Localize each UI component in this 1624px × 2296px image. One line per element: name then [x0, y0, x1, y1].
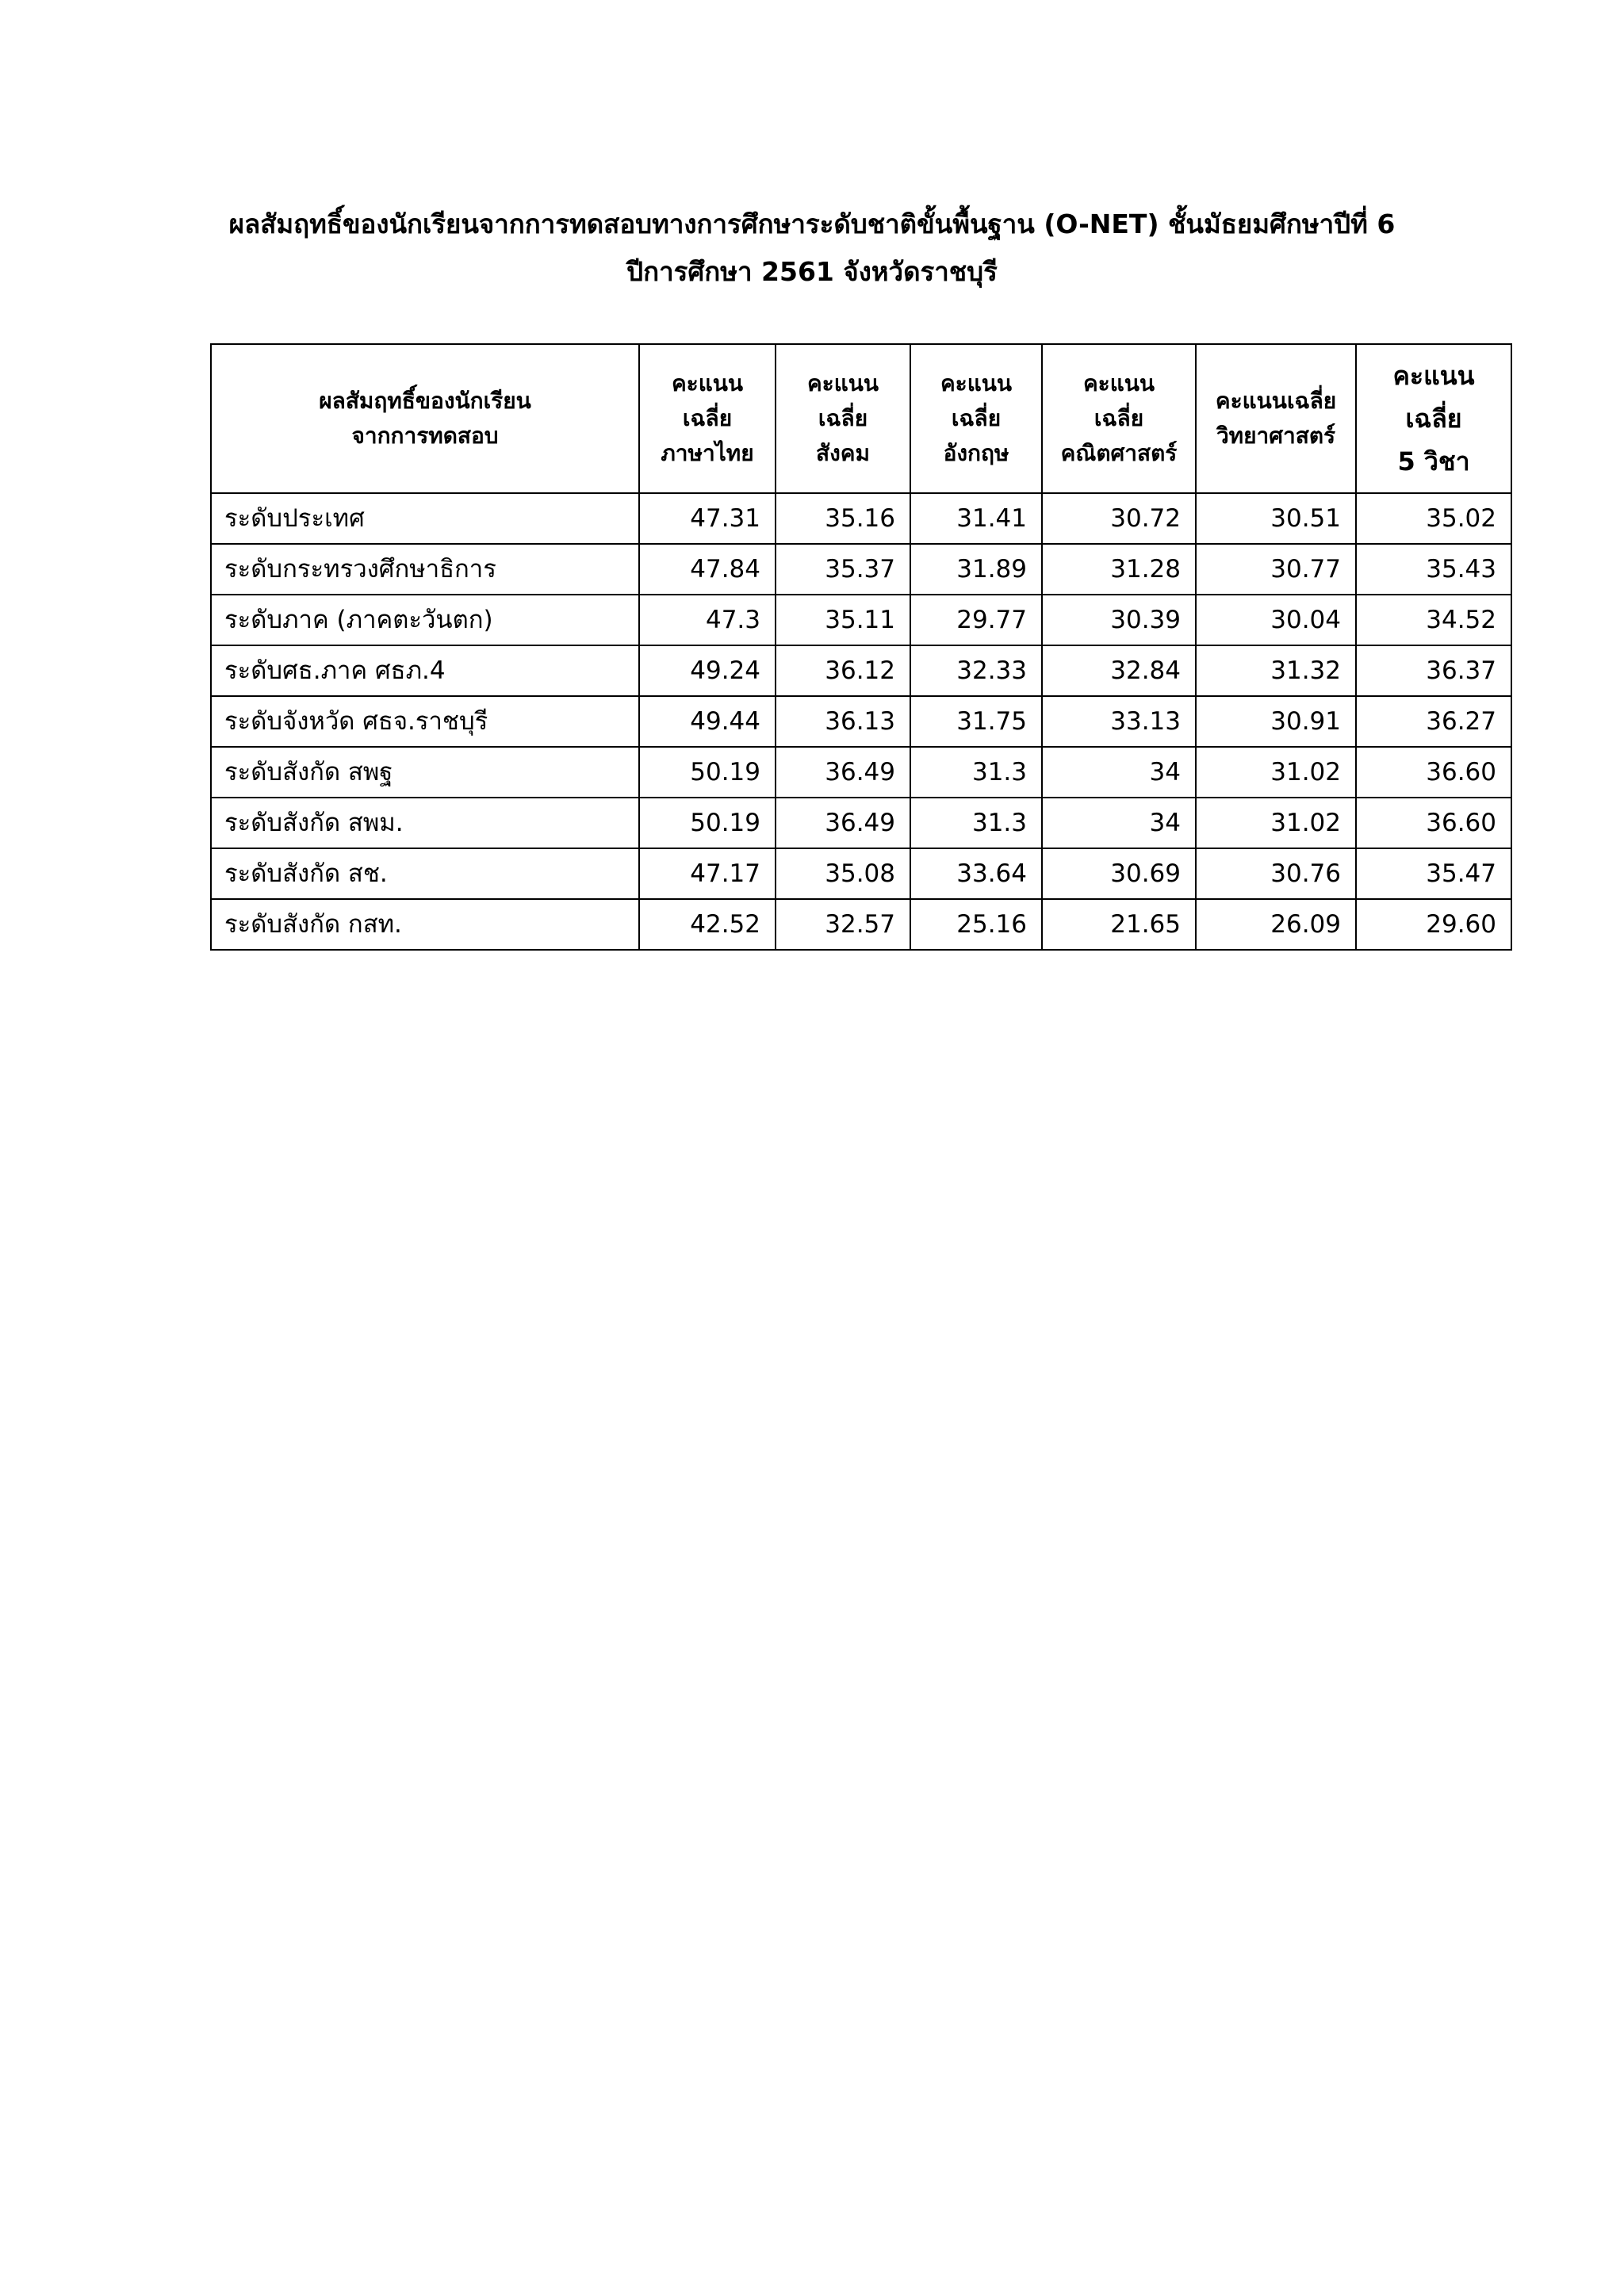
cell-five-subjects: 36.60 — [1356, 747, 1511, 798]
cell-social: 35.08 — [776, 848, 910, 899]
cell-thai: 50.19 — [639, 747, 776, 798]
cell-thai: 49.44 — [639, 696, 776, 747]
cell-math: 34 — [1042, 747, 1196, 798]
cell-math: 32.84 — [1042, 645, 1196, 696]
row-label: ระดับจังหวัด ศธจ.ราชบุรี — [211, 696, 639, 747]
cell-five-subjects: 29.60 — [1356, 899, 1511, 950]
cell-five-subjects: 35.43 — [1356, 544, 1511, 595]
header-social: คะแนน เฉลี่ย สังคม — [776, 344, 910, 493]
cell-english: 31.89 — [910, 544, 1042, 595]
cell-english: 25.16 — [910, 899, 1042, 950]
cell-science: 31.02 — [1196, 798, 1356, 848]
cell-thai: 47.31 — [639, 493, 776, 544]
cell-thai: 50.19 — [639, 798, 776, 848]
row-label: ระดับภาค (ภาคตะวันตก) — [211, 595, 639, 645]
cell-five-subjects: 36.60 — [1356, 798, 1511, 848]
header-math: คะแนน เฉลี่ย คณิตศาสตร์ — [1042, 344, 1196, 493]
cell-english: 29.77 — [910, 595, 1042, 645]
cell-science: 30.51 — [1196, 493, 1356, 544]
row-label: ระดับสังกัด สพม. — [211, 798, 639, 848]
cell-english: 31.41 — [910, 493, 1042, 544]
cell-science: 30.77 — [1196, 544, 1356, 595]
row-label: ระดับสังกัด กสท. — [211, 899, 639, 950]
cell-thai: 42.52 — [639, 899, 776, 950]
cell-science: 26.09 — [1196, 899, 1356, 950]
cell-social: 35.37 — [776, 544, 910, 595]
row-label: ระดับสังกัด สช. — [211, 848, 639, 899]
cell-social: 36.49 — [776, 747, 910, 798]
table-row — [211, 595, 1511, 645]
cell-five-subjects: 36.27 — [1356, 696, 1511, 747]
cell-five-subjects: 35.47 — [1356, 848, 1511, 899]
cell-math: 30.72 — [1042, 493, 1196, 544]
cell-five-subjects: 34.52 — [1356, 595, 1511, 645]
table-row — [211, 798, 1511, 848]
table-row — [211, 493, 1511, 544]
table-row — [211, 696, 1511, 747]
cell-science: 31.32 — [1196, 645, 1356, 696]
cell-science: 30.04 — [1196, 595, 1356, 645]
table-row — [211, 645, 1511, 696]
cell-english: 33.64 — [910, 848, 1042, 899]
row-label: ระดับศธ.ภาค ศธภ.4 — [211, 645, 639, 696]
cell-five-subjects: 35.02 — [1356, 493, 1511, 544]
cell-thai: 49.24 — [639, 645, 776, 696]
cell-math: 21.65 — [1042, 899, 1196, 950]
table-row — [211, 899, 1511, 950]
header-english: คะแนน เฉลี่ย อังกฤษ — [910, 344, 1042, 493]
table-row — [211, 747, 1511, 798]
header-thai: คะแนน เฉลี่ย ภาษาไทย — [639, 344, 776, 493]
cell-thai: 47.17 — [639, 848, 776, 899]
cell-science: 31.02 — [1196, 747, 1356, 798]
header-achievement: ผลสัมฤทธิ์ของนักเรียน จากการทดสอบ — [211, 344, 639, 493]
cell-social: 36.12 — [776, 645, 910, 696]
cell-english: 31.75 — [910, 696, 1042, 747]
cell-thai: 47.3 — [639, 595, 776, 645]
table-row — [211, 544, 1511, 595]
cell-math: 33.13 — [1042, 696, 1196, 747]
cell-english: 31.3 — [910, 798, 1042, 848]
header-science: คะแนนเฉลี่ย วิทยาศาสตร์ — [1196, 344, 1356, 493]
row-label: ระดับกระทรวงศึกษาธิการ — [211, 544, 639, 595]
row-label: ระดับสังกัด สพฐ — [211, 747, 639, 798]
cell-social: 36.49 — [776, 798, 910, 848]
header-five-subjects: คะแนน เฉลี่ย 5 วิชา — [1356, 344, 1511, 493]
document-title-line-1: ผลสัมฤทธิ์ของนักเรียนจากการทดสอบทางการศึกษาระดับชาติขั้นพื้นฐาน (O-NET) ชั้นมัธยมศึกษาปีที่ 6 — [228, 209, 1396, 239]
cell-math: 31.28 — [1042, 544, 1196, 595]
cell-english: 31.3 — [910, 747, 1042, 798]
onet-results-table — [210, 343, 1512, 951]
cell-social: 32.57 — [776, 899, 910, 950]
cell-five-subjects: 36.37 — [1356, 645, 1511, 696]
cell-math: 30.69 — [1042, 848, 1196, 899]
row-label: ระดับประเทศ — [211, 493, 639, 544]
table-row — [211, 848, 1511, 899]
cell-thai: 47.84 — [639, 544, 776, 595]
cell-social: 36.13 — [776, 696, 910, 747]
cell-math: 34 — [1042, 798, 1196, 848]
document-title-line-2: ปีการศึกษา 2561 จังหวัดราชบุรี — [626, 256, 998, 287]
cell-social: 35.16 — [776, 493, 910, 544]
cell-science: 30.76 — [1196, 848, 1356, 899]
cell-science: 30.91 — [1196, 696, 1356, 747]
cell-english: 32.33 — [910, 645, 1042, 696]
table-header-row — [211, 344, 1511, 493]
cell-social: 35.11 — [776, 595, 910, 645]
cell-math: 30.39 — [1042, 595, 1196, 645]
